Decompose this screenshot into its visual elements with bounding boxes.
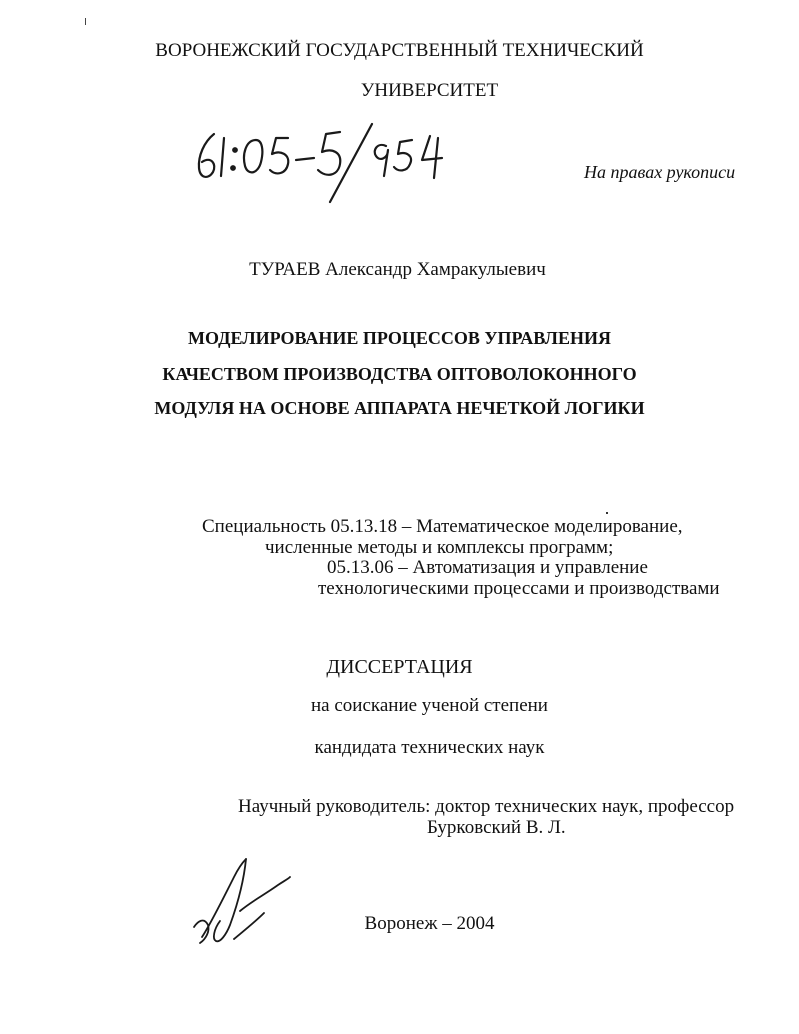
signature — [190, 855, 300, 950]
university-name-line-1: ВОРОНЕЖСКИЙ ГОСУДАРСТВЕННЫЙ ТЕХНИЧЕСКИЙ — [155, 40, 644, 61]
specialty-line-4: технологическими процессами и производствами — [318, 578, 720, 599]
specialty-line-1: Специальность 05.13.18 – Математическое моделирование, — [202, 516, 683, 537]
scan-mark — [85, 18, 86, 25]
author-name: ТУРАЕВ Александр Хамракулыевич — [249, 259, 546, 280]
title-line-1: МОДЕЛИРОВАНИЕ ПРОЦЕССОВ УПРАВЛЕНИЯ — [188, 328, 611, 348]
manuscript-rights-note: На правах рукописи — [584, 162, 736, 182]
title-line-2: КАЧЕСТВОМ ПРОИЗВОДСТВА ОПТОВОЛОКОННОГО — [162, 364, 637, 384]
scan-speck — [606, 512, 608, 514]
degree-line-2: кандидата технических наук — [314, 737, 545, 758]
title-line-3: МОДУЛЯ НА ОСНОВЕ АППАРАТА НЕЧЕТКОЙ ЛОГИКИ — [154, 398, 645, 418]
specialty-line-2: численные методы и комплексы программ; — [265, 537, 614, 558]
specialty-line-3: 05.13.06 – Автоматизация и управление — [327, 557, 648, 578]
supervisor-line-2: Бурковский В. Л. — [427, 817, 566, 838]
degree-line-1: на соискание ученой степени — [311, 695, 548, 716]
university-name-line-2: УНИВЕРСИТЕТ — [360, 80, 499, 101]
supervisor-line-1: Научный руководитель: доктор технических наук, профессор — [238, 796, 735, 817]
place-and-year: Воронеж – 2004 — [364, 913, 495, 934]
archive-number-text — [0, 0, 1, 1]
archive-number-handwriting — [190, 120, 470, 210]
dissertation-heading: ДИССЕРТАЦИЯ — [326, 656, 473, 678]
